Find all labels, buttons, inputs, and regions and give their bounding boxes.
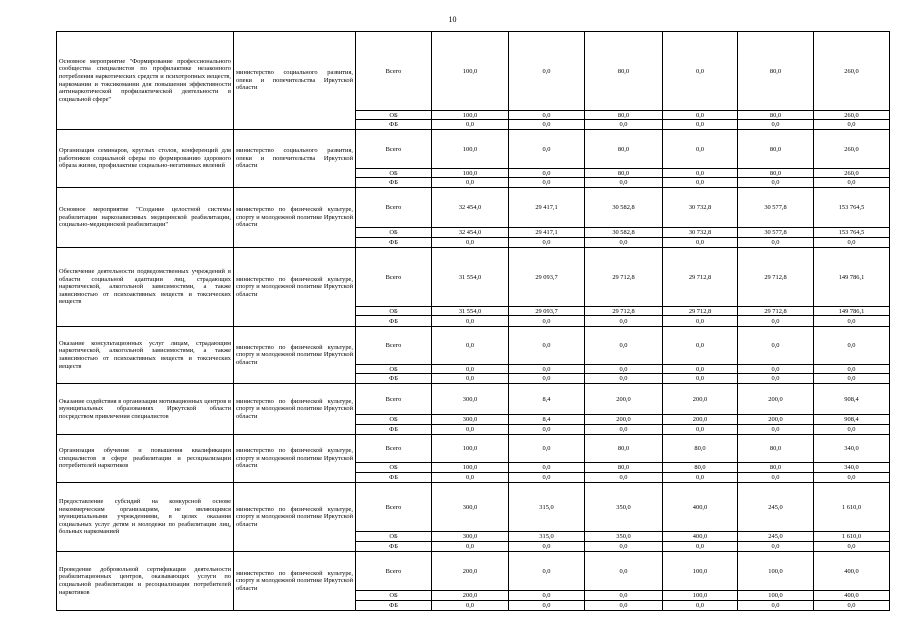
year-value: 30 577,8	[738, 188, 814, 228]
funding-source: ФБ	[356, 120, 432, 130]
table-row	[57, 32, 890, 111]
table-row	[57, 435, 890, 463]
year-value: 0,0	[509, 120, 585, 130]
year-value: 29 417,1	[509, 228, 585, 238]
year-value: 8,4	[509, 415, 585, 425]
year-value: 0,0	[738, 601, 814, 611]
year-value: 80,0	[738, 463, 814, 473]
year-value: 0,0	[509, 463, 585, 473]
year-value: 80,0	[738, 130, 814, 169]
table-row	[57, 327, 890, 365]
total-value: 0,0	[814, 365, 890, 374]
funding-source: Всего	[356, 327, 432, 365]
funding-source: ОБ	[356, 415, 432, 425]
year-value: 0,0	[663, 178, 738, 188]
year-value: 100,0	[432, 111, 509, 120]
funding-source: Всего	[356, 188, 432, 228]
total-value: 0,0	[814, 316, 890, 327]
year-value: 315,0	[509, 532, 585, 542]
year-value: 0,0	[738, 327, 814, 365]
year-value: 300,0	[432, 532, 509, 542]
activity-description: Оказание содействия в организации мотивационных центров в муниципальных образованиях Иркутской области посредством привлечения специалистов	[57, 384, 234, 435]
total-value: 1 610,0	[814, 532, 890, 542]
total-value: 0,0	[814, 425, 890, 435]
responsible-executor: министерство социального развития, опеки и попечительства Иркутской области	[234, 130, 356, 188]
year-value: 32 454,0	[432, 228, 509, 238]
year-value: 200,0	[432, 552, 509, 591]
funding-source: Всего	[356, 483, 432, 532]
year-value: 400,0	[663, 532, 738, 542]
activity-description: Обеспечение деятельности подведомственных учреждений в области социальной адаптации лиц, страдающих наркотической, алкогольной зависимостями, а также зависимостью от психоактивных веществ и токсических веществ	[57, 248, 234, 327]
year-value: 350,0	[585, 532, 663, 542]
year-value: 0,0	[509, 130, 585, 169]
total-value: 0,0	[814, 601, 890, 611]
year-value: 400,0	[663, 483, 738, 532]
year-value: 0,0	[509, 601, 585, 611]
year-value: 0,0	[738, 120, 814, 130]
responsible-executor: министерство социального развития, опеки и попечительства Иркутской области	[234, 32, 356, 130]
year-value: 80,0	[585, 435, 663, 463]
year-value: 0,0	[509, 374, 585, 384]
responsible-executor: министерство по физической культуре, спорту и молодежной политике Иркутской области	[234, 552, 356, 611]
year-value: 100,0	[432, 435, 509, 463]
activity-description: Предоставление субсидий на конкурсной основе некоммерческим организациям, не являющимся муниципальными учреждениями, в целях оказания социальных услуг детям и молодежи по реабилитации лиц, больных наркоманией	[57, 483, 234, 552]
funding-source: ОБ	[356, 228, 432, 238]
year-value: 300,0	[432, 415, 509, 425]
year-value: 29 712,8	[585, 248, 663, 307]
year-value: 0,0	[509, 425, 585, 435]
year-value: 0,0	[509, 178, 585, 188]
year-value: 0,0	[432, 374, 509, 384]
total-value: 149 786,1	[814, 307, 890, 316]
year-value: 0,0	[509, 435, 585, 463]
responsible-executor: министерство по физической культуре, спорту и молодежной политике Иркутской области	[234, 384, 356, 435]
funding-source: ФБ	[356, 601, 432, 611]
activity-description: Основное мероприятие "Создание целостной системы реабилитации наркозависимых медицинской реабилитации, социально-медицинской реабилитации"	[57, 188, 234, 248]
year-value: 0,0	[509, 542, 585, 552]
year-value: 0,0	[432, 542, 509, 552]
year-value: 30 577,8	[738, 228, 814, 238]
year-value: 0,0	[432, 601, 509, 611]
year-value: 100,0	[432, 169, 509, 178]
year-value: 0,0	[663, 327, 738, 365]
year-value: 0,0	[509, 552, 585, 591]
year-value: 0,0	[432, 120, 509, 130]
funding-source: ФБ	[356, 238, 432, 248]
year-value: 0,0	[585, 178, 663, 188]
page-number: 10	[448, 15, 457, 24]
year-value: 0,0	[663, 111, 738, 120]
year-value: 100,0	[432, 463, 509, 473]
year-value: 30 582,8	[585, 228, 663, 238]
year-value: 29 417,1	[509, 188, 585, 228]
responsible-executor: министерство по физической культуре, спорту и молодежной политике Иркутской области	[234, 188, 356, 248]
activity-description: Организация обучения и повышения квалификации специалистов в сфере реабилитации и ресоциализации потребителей наркотиков	[57, 435, 234, 483]
total-value: 340,0	[814, 463, 890, 473]
year-value: 30 732,8	[663, 188, 738, 228]
year-value: 0,0	[738, 365, 814, 374]
year-value: 80,0	[738, 435, 814, 463]
total-value: 260,0	[814, 130, 890, 169]
year-value: 80,0	[738, 32, 814, 111]
year-value: 245,0	[738, 532, 814, 542]
year-value: 0,0	[585, 374, 663, 384]
responsible-executor: министерство по физической культуре, спорту и молодежной политике Иркутской области	[234, 483, 356, 552]
funding-source: Всего	[356, 384, 432, 415]
year-value: 0,0	[432, 238, 509, 248]
total-value: 908,4	[814, 384, 890, 415]
year-value: 100,0	[738, 552, 814, 591]
year-value: 0,0	[585, 425, 663, 435]
year-value: 80,0	[585, 130, 663, 169]
year-value: 0,0	[663, 365, 738, 374]
total-value: 0,0	[814, 473, 890, 483]
year-value: 0,0	[738, 316, 814, 327]
funding-source: ФБ	[356, 425, 432, 435]
activity-description: Оказание консультационных услуг лицам, страдающим наркотической, алкогольной зависимостями, а также зависимостью от психоактивных веществ и токсических веществ	[57, 327, 234, 384]
total-value: 400,0	[814, 591, 890, 601]
year-value: 0,0	[663, 120, 738, 130]
year-value: 29 093,7	[509, 248, 585, 307]
year-value: 80,0	[585, 32, 663, 111]
year-value: 29 712,8	[663, 248, 738, 307]
funding-source: ФБ	[356, 473, 432, 483]
total-value: 153 764,5	[814, 228, 890, 238]
year-value: 300,0	[432, 483, 509, 532]
funding-source: ФБ	[356, 374, 432, 384]
activity-description: Основное мероприятие "Формирование профессионального сообщества специалистов по профилактике незаконного потребления наркотических средств и психотропных веществ, наркомании и токсикомании для повышения эффективности антинаркотической профилактической деятельности в социальной сфере"	[57, 32, 234, 130]
year-value: 0,0	[432, 365, 509, 374]
year-value: 315,0	[509, 483, 585, 532]
funding-source: Всего	[356, 248, 432, 307]
year-value: 80,0	[663, 463, 738, 473]
year-value: 350,0	[585, 483, 663, 532]
year-value: 80,0	[738, 111, 814, 120]
year-value: 8,4	[509, 384, 585, 415]
total-value: 260,0	[814, 111, 890, 120]
year-value: 100,0	[663, 552, 738, 591]
funding-source: ФБ	[356, 316, 432, 327]
total-value: 260,0	[814, 169, 890, 178]
funding-source: ОБ	[356, 532, 432, 542]
year-value: 29 712,8	[738, 307, 814, 316]
year-value: 0,0	[585, 473, 663, 483]
year-value: 31 554,0	[432, 307, 509, 316]
year-value: 30 582,8	[585, 188, 663, 228]
total-value: 0,0	[814, 374, 890, 384]
year-value: 29 093,7	[509, 307, 585, 316]
responsible-executor: министерство по физической культуре, спорту и молодежной политике Иркутской области	[234, 327, 356, 384]
funding-source: Всего	[356, 130, 432, 169]
funding-source: ОБ	[356, 307, 432, 316]
year-value: 200,0	[738, 415, 814, 425]
year-value: 0,0	[663, 473, 738, 483]
year-value: 0,0	[585, 591, 663, 601]
year-value: 0,0	[585, 316, 663, 327]
year-value: 31 554,0	[432, 248, 509, 307]
year-value: 100,0	[663, 591, 738, 601]
year-value: 0,0	[432, 425, 509, 435]
year-value: 200,0	[738, 384, 814, 415]
year-value: 245,0	[738, 483, 814, 532]
funding-source: Всего	[356, 552, 432, 591]
year-value: 0,0	[585, 238, 663, 248]
year-value: 80,0	[585, 463, 663, 473]
funding-source: ОБ	[356, 169, 432, 178]
funding-source: ФБ	[356, 542, 432, 552]
year-value: 200,0	[663, 415, 738, 425]
year-value: 0,0	[509, 327, 585, 365]
funding-source: ОБ	[356, 463, 432, 473]
year-value: 0,0	[585, 601, 663, 611]
year-value: 100,0	[738, 591, 814, 601]
total-value: 0,0	[814, 120, 890, 130]
total-value: 1 610,0	[814, 483, 890, 532]
table-row	[57, 384, 890, 415]
year-value: 30 732,8	[663, 228, 738, 238]
year-value: 0,0	[663, 32, 738, 111]
year-value: 0,0	[738, 374, 814, 384]
year-value: 32 454,0	[432, 188, 509, 228]
year-value: 0,0	[663, 425, 738, 435]
activity-description: Организация семинаров, круглых столов, конференций для работников социальной сферы по формированию здорового образа жизни, профилактике социально-негативных явлений	[57, 130, 234, 188]
year-value: 0,0	[585, 120, 663, 130]
year-value: 200,0	[432, 591, 509, 601]
total-value: 0,0	[814, 542, 890, 552]
year-value: 0,0	[509, 169, 585, 178]
year-value: 100,0	[432, 32, 509, 111]
total-value: 149 786,1	[814, 248, 890, 307]
total-value: 0,0	[814, 178, 890, 188]
funding-source: ОБ	[356, 365, 432, 374]
activity-description: Проведение добровольной сертификации деятельности реабилитационных центров, оказывающих услуги по социальной реабилитации и ресоциализации потребителей наркотиков	[57, 552, 234, 611]
year-value: 0,0	[432, 316, 509, 327]
year-value: 0,0	[585, 327, 663, 365]
total-value: 908,4	[814, 415, 890, 425]
year-value: 200,0	[585, 415, 663, 425]
funding-source: Всего	[356, 435, 432, 463]
year-value: 29 712,8	[585, 307, 663, 316]
year-value: 80,0	[663, 435, 738, 463]
year-value: 200,0	[663, 384, 738, 415]
table-row	[57, 552, 890, 591]
year-value: 0,0	[509, 316, 585, 327]
total-value: 400,0	[814, 552, 890, 591]
budget-table	[56, 31, 890, 611]
year-value: 0,0	[738, 178, 814, 188]
total-value: 0,0	[814, 327, 890, 365]
total-value: 260,0	[814, 32, 890, 111]
funding-source: ОБ	[356, 111, 432, 120]
year-value: 0,0	[738, 473, 814, 483]
year-value: 0,0	[585, 542, 663, 552]
year-value: 0,0	[509, 111, 585, 120]
year-value: 100,0	[432, 130, 509, 169]
total-value: 0,0	[814, 238, 890, 248]
year-value: 0,0	[509, 473, 585, 483]
year-value: 0,0	[585, 365, 663, 374]
year-value: 0,0	[738, 238, 814, 248]
year-value: 0,0	[509, 591, 585, 601]
funding-source: Всего	[356, 32, 432, 111]
total-value: 340,0	[814, 435, 890, 463]
year-value: 0,0	[738, 542, 814, 552]
funding-source: ФБ	[356, 178, 432, 188]
year-value: 0,0	[738, 425, 814, 435]
year-value: 29 712,8	[738, 248, 814, 307]
year-value: 80,0	[585, 111, 663, 120]
year-value: 0,0	[663, 374, 738, 384]
year-value: 0,0	[663, 601, 738, 611]
year-value: 0,0	[585, 552, 663, 591]
table-row	[57, 188, 890, 228]
year-value: 200,0	[585, 384, 663, 415]
responsible-executor: министерство по физической культуре, спорту и молодежной политике Иркутской области	[234, 248, 356, 327]
year-value: 0,0	[509, 365, 585, 374]
total-value: 153 764,5	[814, 188, 890, 228]
funding-source: ОБ	[356, 591, 432, 601]
year-value: 80,0	[738, 169, 814, 178]
table-row	[57, 483, 890, 532]
year-value: 80,0	[585, 169, 663, 178]
year-value: 0,0	[432, 473, 509, 483]
year-value: 0,0	[432, 178, 509, 188]
table-row	[57, 130, 890, 169]
year-value: 0,0	[663, 169, 738, 178]
responsible-executor: министерство по физической культуре, спорту и молодежной политике Иркутской области	[234, 435, 356, 483]
year-value: 0,0	[663, 238, 738, 248]
table-row	[57, 248, 890, 307]
year-value: 0,0	[663, 542, 738, 552]
year-value: 0,0	[509, 238, 585, 248]
year-value: 0,0	[663, 130, 738, 169]
year-value: 0,0	[432, 327, 509, 365]
year-value: 0,0	[509, 32, 585, 111]
year-value: 29 712,8	[663, 307, 738, 316]
year-value: 0,0	[663, 316, 738, 327]
year-value: 300,0	[432, 384, 509, 415]
